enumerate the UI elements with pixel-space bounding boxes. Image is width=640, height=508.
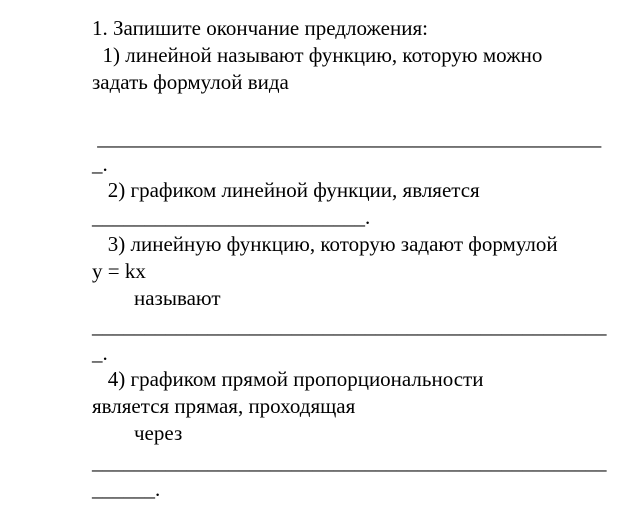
item-3-answer-end: _. bbox=[92, 341, 108, 365]
item-1-answer-end: _. bbox=[92, 152, 108, 176]
item-4-line-3: через bbox=[92, 421, 183, 445]
item-3-line-3: называют bbox=[92, 286, 221, 310]
item-3-formula: y = kx bbox=[92, 259, 146, 283]
item-3-answer-blank: _________________________________________________ bbox=[92, 314, 607, 338]
item-2-answer-blank: __________________________. bbox=[92, 205, 371, 229]
item-3-line-1: 3) линейную функцию, которую задают формулой bbox=[92, 232, 558, 256]
item-4-answer-end: ______. bbox=[92, 477, 161, 501]
item-4-line-2: является прямая, проходящая bbox=[92, 394, 356, 418]
item-1-line-2: задать формулой вида bbox=[92, 70, 289, 94]
item-2-line-1: 2) графиком линейной функции, является bbox=[92, 178, 480, 202]
item-4-answer-blank: _________________________________________________ bbox=[92, 450, 607, 474]
item-1-answer-blank: ________________________________________________ bbox=[92, 126, 602, 150]
item-4-line-1: 4) графиком прямой пропорциональности bbox=[92, 367, 484, 391]
item-1-line-1: 1) линейной называют функцию, которую можно bbox=[92, 43, 543, 67]
task-title: 1. Запишите окончание предложения: bbox=[92, 16, 428, 40]
